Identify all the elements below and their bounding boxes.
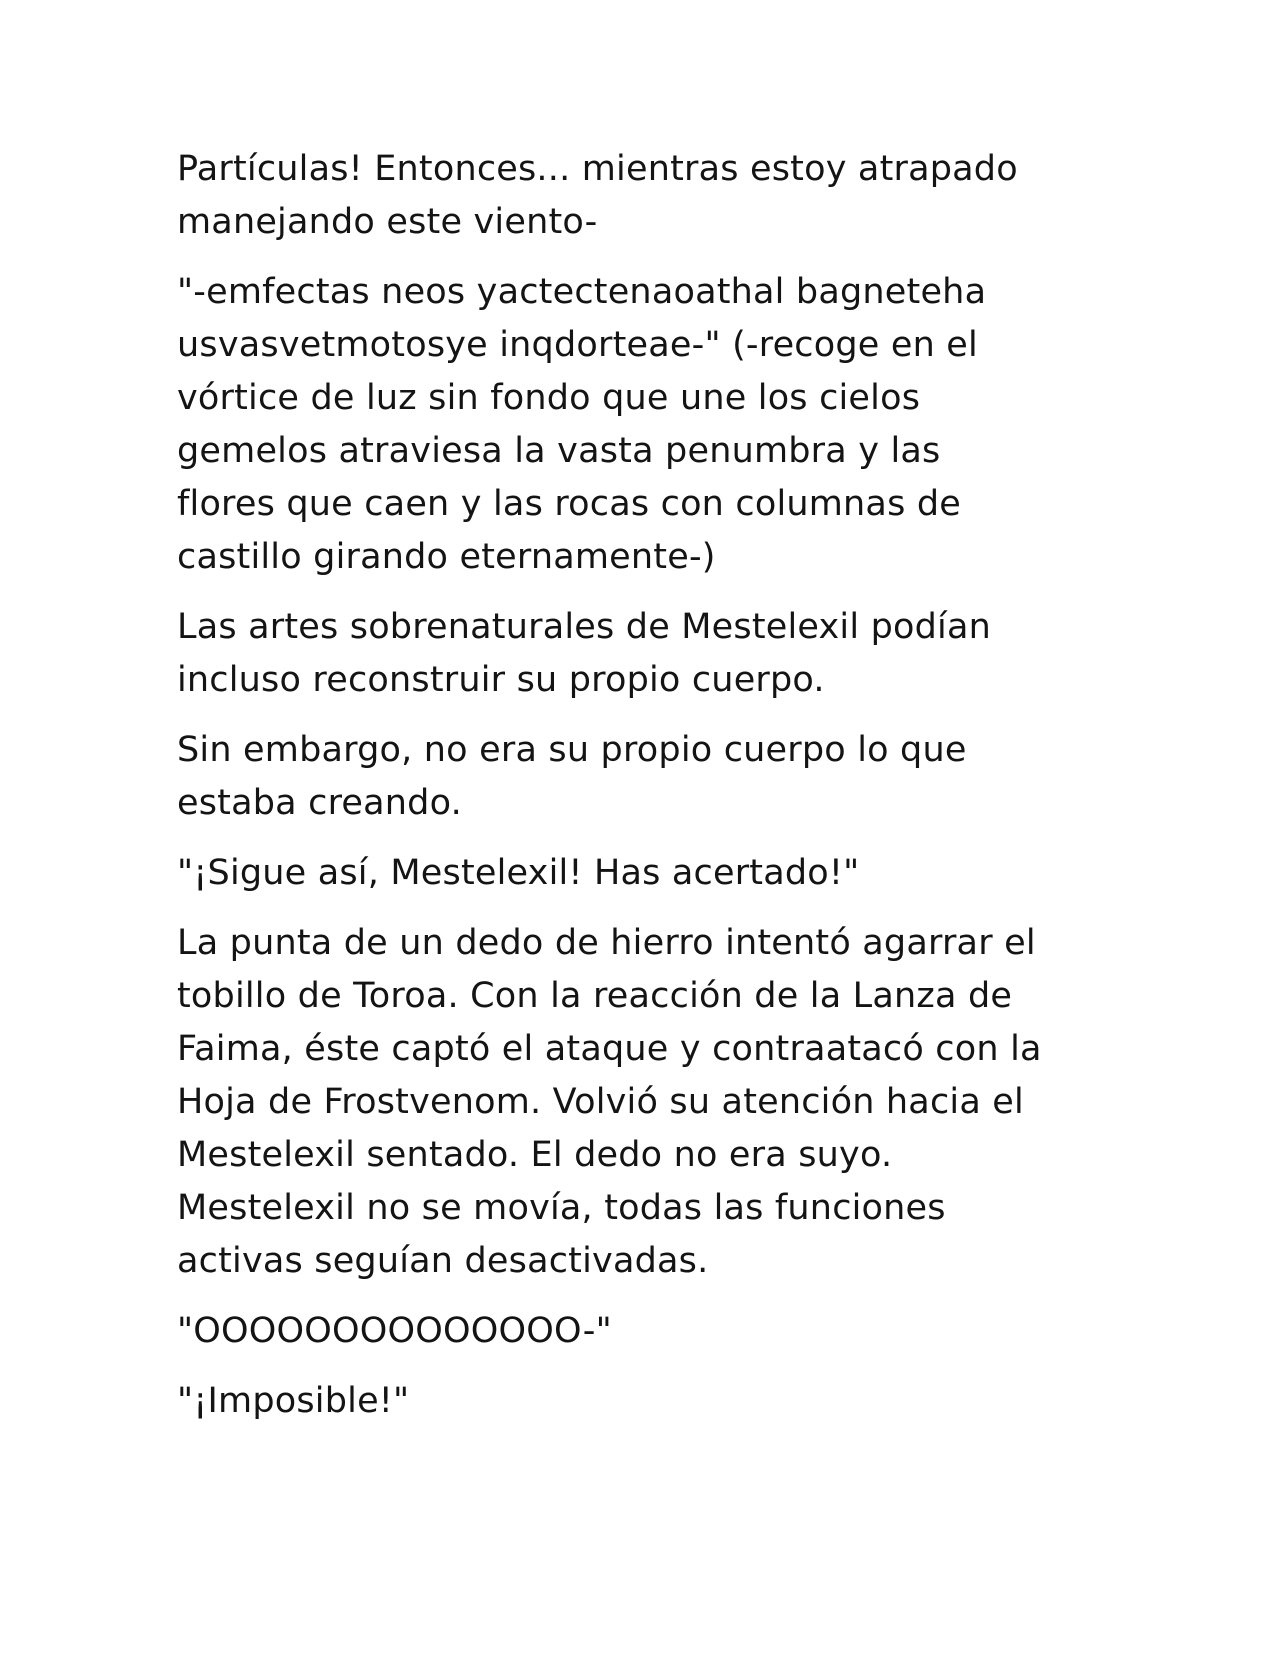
- paragraph-7: [177, 1305, 1117, 1358]
- text-line: Hoja de Frostvenom. Volvió su atención hacia el: [177, 1082, 1024, 1122]
- text-line: Mestelexil no se movía, todas las funciones: [177, 1188, 946, 1228]
- text-line: "-emfectas neos yactectenaoathal bagneteha: [177, 272, 987, 312]
- paragraph-6: [177, 917, 1117, 1288]
- text-line: activas seguían desactivadas.: [177, 1241, 709, 1281]
- text-line: usvasvetmotosye inqdorteae-" (-recoge en el: [177, 325, 978, 365]
- text-line: castillo girando eternamente-): [177, 537, 716, 577]
- text-line: Partículas! Entonces... mientras estoy atrapado: [177, 149, 1018, 189]
- text-line: incluso reconstruir su propio cuerpo.: [177, 660, 825, 700]
- text-line: "¡Imposible!": [177, 1381, 410, 1421]
- text-line: vórtice de luz sin fondo que une los cielos: [177, 378, 921, 418]
- text-line: Las artes sobrenaturales de Mestelexil podían: [177, 607, 991, 647]
- text-line: La punta de un dedo de hierro intentó agarrar el: [177, 923, 1036, 963]
- text-line: Mestelexil sentado. El dedo no era suyo.: [177, 1135, 893, 1175]
- text-line: estaba creando.: [177, 783, 462, 823]
- text-line: tobillo de Toroa. Con la reacción de la Lanza de: [177, 976, 1013, 1016]
- paragraph-4: [177, 724, 1117, 830]
- text-line: Faima, éste captó el ataque y contraatacó con la: [177, 1029, 1042, 1069]
- text-line: "¡Sigue así, Mestelexil! Has acertado!": [177, 853, 860, 893]
- paragraph-5: [177, 847, 1117, 900]
- text-line: gemelos atraviesa la vasta penumbra y las: [177, 431, 941, 471]
- paragraph-3: [177, 601, 1117, 707]
- text-line: flores que caen y las rocas con columnas de: [177, 484, 961, 524]
- paragraph-2: [177, 266, 1117, 584]
- text-line: manejando este viento-: [177, 202, 598, 242]
- text-line: "OOOOOOOOOOOOOO-": [177, 1311, 612, 1351]
- text-body: [177, 143, 1117, 1445]
- paragraph-1: [177, 143, 1117, 249]
- text-line: Sin embargo, no era su propio cuerpo lo que: [177, 730, 967, 770]
- paragraph-8: [177, 1375, 1117, 1428]
